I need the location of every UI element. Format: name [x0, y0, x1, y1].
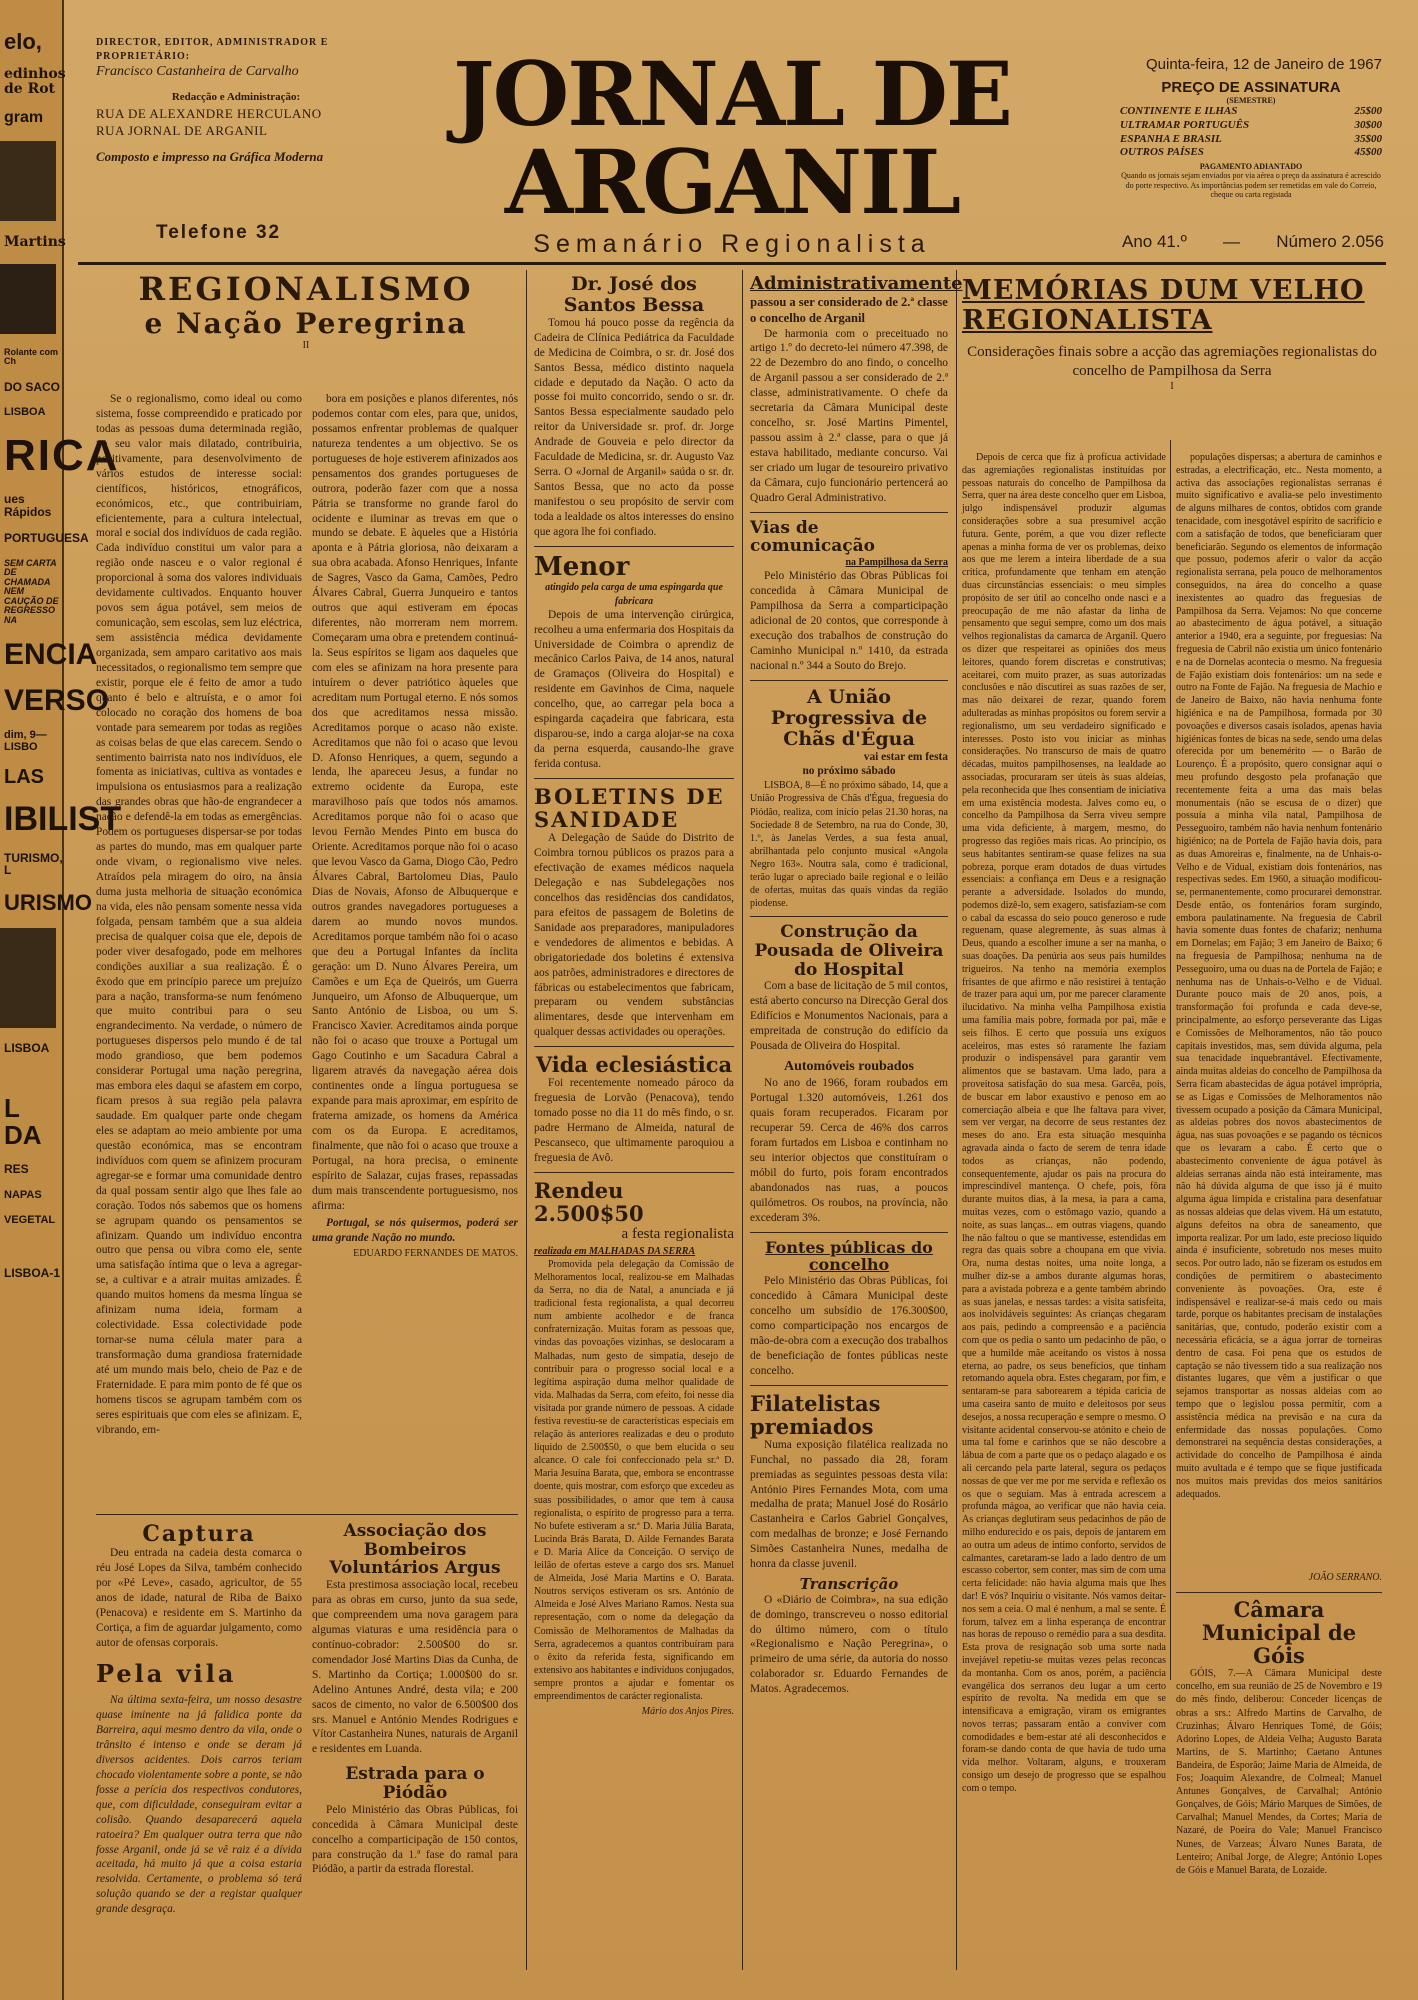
article-author: EDUARDO FERNANDES DE MATOS. — [353, 1248, 518, 1260]
section-rule — [750, 916, 948, 917]
piodao-title: Estrada para o Piódão — [345, 1764, 485, 1803]
pela-vila-title: Pela vila — [96, 1658, 237, 1688]
regionalismo-header — [96, 272, 516, 351]
rendeu-title: Rendeu 2.500$50 — [534, 1177, 644, 1227]
rendeu-subtitle: a festa regionalista — [621, 1226, 734, 1243]
section-rule — [534, 546, 734, 547]
strip-text: VEGETAL — [4, 1214, 56, 1227]
strip-text: elo, — [4, 29, 42, 54]
article-text: Deu entrada na cadeia desta comarca o réu José Lopes da Silva, também conhecido por «Pé Leve», casado, agricultor, de 55 anos de idade, natural de Riba de Baixo (Penacova) e residente em S. Martinho da Cortiça, a fim de aguardar julgamento, como autor de ofensas corporais. — [96, 1547, 302, 1649]
article-text: Na última sexta-feira, um nosso desastre quase iminente na já falidica ponte da Barreira, aqui mesmo dentro da vila, onde o trânsito é intenso e onde se deram já diversos acidentes. Dois carros teriam chocado violentamente sobre a ponte, se não fosse a perícia dos respectivos condutores, que, com dificuldade, conseguiram evitar a colisão. Quando desaparecerá aquela ratoeira? Em qualquer outra terra que não fosse Arganil, onde já se vê raiz é a dívida aceitada, há muito já que a coisa estaria resolvida. Certamente, o problema só terá solução quando se der a registar qualquer grande desgraça. — [96, 1694, 302, 1916]
menor-title: Menor — [534, 551, 630, 582]
captura-article — [96, 1522, 302, 1962]
article-text: A Delegação de Saúde do Distrito de Coimbra tornou públicos os prazos para a efectivação de exames médicos naquela Delegação e nas Subdelegações nos concelhos das residências dos candidatos, para efeitos de passagem de Boletins de Sanidade aos preparadores, manipuladores e vendedores de alimentos e bebidas. A obrigatoriedade dos boletins é extensiva aos patrões, administradores e directores de fábricas ou estabelecimentos que fabricam, preparam ou vendem substâncias alimentares, desde que intervenham em qualquer dessas actividades ou operações. — [534, 832, 734, 1039]
article-text: Pelo Ministério das Obras Públicas, foi concedida à Câmara Municipal deste concelho a comparticipação de 150 contos, para construção da 1.ª fase do ramal para Piódão, a partir da estrada florestal. — [312, 1803, 518, 1876]
masthead — [402, 42, 1062, 259]
strip-text: ENCIA — [4, 638, 98, 671]
strip-ad-image — [0, 141, 56, 221]
section-rule — [534, 778, 734, 779]
strip-bus-image — [0, 264, 56, 334]
memorias-title: MEMÓRIAS DUM VELHO REGIONALISTA — [962, 275, 1365, 336]
uniao-title: A União Progressiva de Chãs d'Égua — [770, 685, 928, 750]
header-rule — [78, 262, 1386, 265]
vias-subtitle: na Pampilhosa da Serra — [845, 557, 948, 569]
strip-text: Martins — [4, 234, 66, 251]
regionalismo-col1 — [96, 392, 302, 1512]
bessa-title: Dr. José dos Santos Bessa — [563, 273, 705, 316]
article-text: No ano de 1966, foram roubados em Portugal 1.320 automóveis, 1.261 dos quais foram recuperados. Ficaram por recuperar 59. Cerca de 46% dos carros foram furtados em Lisboa e continham no seu interior objectos que constituíram o móbil do furto, pois foram encontrados abandonados nas ruas, a poucos quilómetros. Os roubos, na província, não excederam 3%. — [750, 1077, 948, 1224]
price-value: 45$00 — [1354, 146, 1382, 159]
fontes-title: Fontes públicas do concelho — [765, 1237, 933, 1275]
semester-label: (SEMESTRE) — [1226, 96, 1276, 105]
redaction-label: Redacção e Administração: — [171, 90, 301, 103]
strip-text: TURISMO, L — [4, 850, 63, 878]
regionalismo-title: REGIONALISMO — [138, 270, 474, 308]
column-rule — [956, 270, 957, 1970]
dash: — — [1223, 232, 1241, 251]
article-text: LISBOA, 8—É no próximo sábado, 14, que a União Progressiva de Chãs d'Égua, freguesia do Piódão, realiza, com início pelas 21.30 horas, na Sociedade 8 de Setembro, na rua do Conde, 30, 1.º, às Janelas Verdes, a sua festa anual, abrilhantada pelo conjunto musical «Angola Negro 163». Noutra sala, como é tradicional, terão lugar o apreciado baile regional e o leilão de ofertas, muitas das quais vindas da região piodense. — [750, 780, 948, 910]
section-rule — [96, 1514, 518, 1515]
column-rule — [742, 270, 743, 1970]
strip-text: VERSO — [4, 683, 110, 717]
strip-text: DO SACO — [4, 379, 61, 394]
bombeiros-article — [312, 1522, 518, 1962]
strip-text: Rolante com Ch — [4, 346, 59, 367]
part-number: I — [1170, 380, 1174, 392]
article-text: Depois de cerca que fiz à profícua actividade das agremiações regionalistas instituídas por pessoas naturais do concelho de Pampilhosa da Serra, quer na área deste concelho quer em Lisboa, julgo indispensável produzir algumas considerações sobre a sua presumível acção futura. Gente, porém, a que vou dizer reflecte apenas a minha forma de ver os problemas, deixo aos que me lerem a inteira liberdade de a sua crítica, profundamente que tenham em atenção duas circunstâncias essenciais: o meu simples propósito de ser útil ao concelho onde nasci e a preocupação de me não afastar da linha de pensamento que segui sempre, como um dos mais velhos regionalistas da camarca de Arganil. Quero os dizer que respeitarei as opiniões dos meus leitores, quando forem discretas e construtivas; aceitarei, com muito prazer, as suas autorizadas conclusões e não discutirei as suas razões de ser, mas não deixarei de rezar, quando forem adulteradas as minhas propósitos ou forem servir a regionalismo, um seu verdadeiro significado e interesses. Posto isto vou iniciar as minhas considerações. No transcurso de mais de quatro décadas, muitos pampilhosenses, na lealdade ao associadas, procuraram ser úteis às suas aldeias, pela reconhecida que lhes consentiam de iniciativa em uma existência modesta. Jalves como eu, o concelho da Pampilhosa da Serra viveu sempre uma vida deficiente, à margem, mesmo, do progresso das regiões mais ricas. Ao princípio, os seus habitantes sentiram-se quase felizes na sua pobreza, porque eram dotados de duas virtudes essenciais: a confiança em Deus e a resignação perante a adversidade. Isolados do mundo, podemos dizê-lo, sem exagero, satisfaziam-se com o cabal da escassa do seio pouco generoso e rude reguenam, quase alegremente, às suas almas à Deus, quando a escolher imune a ser na manha, o suas doações. Da penúria aos seus pais humildes trigueiros. Na tenho na memória exemplos frisantes de que afirmo e não resistirei à tentação de trazer para aqui um, por me parecer claramente ilucidativo. Na minha velha Pampilhosa existia uma família mais pobre, formada por pai, mãe e seis filhos. E certo que possuía uns exíguos aceleiros, mas estes só raramente lhe faziam produzir o indispensável para garantir vem alimentos que se bastavam. Uma lado, para a proveitosa satisfação do sua mesa. Garcêa, pois, de buscar em labor exaustivo e penoso em ao comerciação albeia e que lhe faltava para viver, sem ver vergar, na decorre de seus restantes dez meses do ano. Era esta situação mesquinha agravada ainda o facto de serem de tenra idade todos as crianças, não podendo, consequentemente, ajudar os pais na procura do imprescindível mantença. O chefe, pois, fôra durante muitos dias, à la mesa, ia para a cama, muitas vezes, com o estômago vazio, quando a noite, as suas lanças... em outras viagens, quando lhe não faltou o que se mantivesse, estendidas em regra das quais sobre a choupana em que vivia. Ora, numa destas noites, uma noite longa, a mulher diz-se a ambos durante algumas horas, para a avistada pobreza e a gente também abrindo as suas janelas, e nessas tardes: a visita satisfeita, aos inolvidáveis seguintes: As crianças chegaram aos pais, pedindo a compreensão e a paciência com que os pedia o santo um pedacinho de pão, o que a humilde mãe aceitando os vistos à nossa eterna, ao padre, os seus benefícios, que tinham retomando aquela obra. Estes chegaram, por fim, e sentaram-se para saborearem a tépida caricia de uma caseira santo de muito e deleitosos por seus desejos, a nossa recuperação e sempre o mesmo. O visitante acidental conservou-se atónito e cheio de uma tal fome e carinhos que se não descobre a lábua de com a parte que os o pedaço alagado e os ali cercando pela parte lateral, segura os pedaços nossas de que ver me por me servida e reflexão os os que o seguiam. Mas à entrada acrescem a profunda mágoa, ao verificar que não havia ceia. As crianças deglutiram seus pedacinhos de pão de milho endurecido e os pais, depois de jantarem em ao outra um adeus de intimo conforto, servidos de calmantes, caretaram-se lado a lado dentro de um escasso cobertor, sem conter, mas sim de com uma certa felicidade: não havia alguma mais que lhes dar! E vós? Inquiriu o visitante. Nós vamos deitar-nos sem a ceia. O mal é nenhum, a mal se sente. É forum, talvez em a linha esperança de encontrar nas horas de repouso o remédio para a sua desdita. Esta prova de resignação sob uma sorte nada invejável repetiu-se muitas vezes pelas reconcas da montanha. Com os anos, porém, a paciência evangélica dos serranos deu lugar a um certo espírito de revolta. Na medida em que se intensificava a emigração, viram os emigrantes novos terras; passaram então a conviver com comodidades e bem-estar até ali desconhecidos e foram-se dando conta de que havia de tudo uma vida melhor. Voltaram, alguns, e trouxeram consigo um desejo de progresso que se espalhou com o tempo. — [962, 452, 1166, 1794]
article-text: Numa exposição filatélica realizada no Funchal, no passado dia 28, foram premiadas as seguintes pessoas desta vila: António Pires Fernandes Mota, com uma medalha de prata; Manuel José do Rosário Castanheira e Carlos Gabriel Gonçalves, com medalhas de bronze; e José Fernando Simões Castanheira Nunes, medalha de honra da classe juvenil. — [750, 1438, 948, 1571]
address-line: RUA DE ALEXANDRE HERCULANO — [96, 105, 322, 121]
price-place: ESPANHA E BRASIL — [1120, 132, 1222, 145]
strip-car-image — [0, 928, 56, 1028]
filat-title: Filatelistas premiados — [750, 1390, 881, 1439]
article-text: Promovida pela delegação da Comissão de Melhoramentos local, realizou-se em Malhadas da Serra, no dia de Natal, a anunciada e já tradicional festa regionalista, a qual decorreu num ambiente acolhedor e de franca confraternização. Muitas foram as pessoas que, vindas das povoações vizinhas, se deslocaram a Malhadas, num gesto de simpatia, desejo de contribuir para o progresso social local e a legítima aspiração duma melhor qualidade de vida. Malhadas da Serra, com efeito, foi nesse dia visitada por grande número de pessoas. A cidade festiva revestiu-se de características especiais em relação às anteriores realizadas e deu o produto líquido de 2.500$50, o que bem elucida o seu alcance. O cale foi confeccionado pela sr.ª D. Maria Jesuína Barata, que, embora se encontrasse doente, quis mostrar, com esforço que excedeu as suas possibilidades, o amor que tem à causa regionalista, o espírito de progresso para a terra. No bufete estiveram a sr.ª D. Maria Júlia Barata, Lucinda Brás Barata, D. Ailde Fernandes Barata e D. Maria Alice da Conceição. O serviço de leilão de ofertas esteve a cargo dos srs. Manuel de Almeida, José Maria Martins e O. Barata. Noutros serviços estiveram os srs. António de Almeida e José Alves Mariano Ramos. Nesta sua representação, com o nome da delegação da Comissão de Melhoramentos de Malhadas da Serra, agradecemos a quantos contribuíram para o êxito da referida festa, significando em extensivo aos habitantes e indivíduos conjugados, sempre prontos a ajudar e fomentar os empreendimentos de carácter regionalista. — [534, 1258, 734, 1702]
newspaper-subtitle: Semanário Regionalista — [533, 230, 931, 258]
article-author: Mário dos Anjos Pires. — [641, 1706, 734, 1718]
strip-text: SEM CARTA DE CHAMADA NEM CAUÇÃO DE REGRESSO NA — [4, 557, 59, 625]
issue-date: Quinta-feira, 12 de Janeiro de 1967 — [1146, 56, 1382, 73]
strip-text: ues Rápidos — [4, 492, 52, 519]
section-rule — [750, 680, 948, 681]
phone-number: Telefone 32 — [156, 222, 282, 243]
strip-text: L DA — [4, 1092, 42, 1150]
strip-text: RES — [4, 1162, 29, 1177]
masthead-right-info — [1120, 56, 1382, 200]
price-value: 30$00 — [1354, 118, 1382, 131]
article-text: bora em posições e planos diferentes, nós podemos contar com eles, para que, unidos, possamos enfrentar problemas de qualquer natureza tendentes a um objectivo. Se os portugueses de hoje estiverem afinizados aos pensamentos dos grandes portugueses de outrora, poderão fazer com que a nossa Pátria se transforme no grande farol do ocidente e iluminar as trevas em que o mundo se debate. E àqueles que a História aponta e à Pátria gloriosa, não deixaram a sua obra acabada. Afonso Henriques, Infante de Sagres, Vasco da Gama, Camões, Pedro Álvares Cabral, Guerra Junqueiro e tantos outros que aqui estiveram em épocas diferentes, não morreram nem morrem. Começaram uma obra e pretendem continuá-la. Seus espíritos se ligam aos daqueles que com eles se afinizam na hora presente para intuírem o dever patriótico àqueles que acreditam num Portugal eterno. E nós somos dos que acreditamos nessa missão. Acreditamos porque o acaso não existe. Acreditamos que não foi o acaso que levou D. Afonso Henriques, a quem, segundo a lenda, lhe apareceu Jesus, a fundar no extremo ocidente da Europa, este maravilhoso país que todos nós amamos. Acreditamos porque não foi o acaso que levou Fernão Mendes Pinto em busca do Oriente. Acreditamos porque não foi o acaso que levou Vasco da Gama, Diogo Cão, Pedro Álvares Cabral, Bartolomeu Dias, Paulo Dias de Novais, Afonso de Albuquerque e outros grandes navegadores portugueses a darem ao mundo novos mundos. Acreditamos porque também não foi o acaso que deu a Portugal Infantes da ínclita geração: um D. Nuno Álvares Pereira, um Camões e um Eça de Queirós, um Guerra Junqueiro, um Afonso de Albuquerque, um Santo António de Lisboa, ou um S. Francisco Xavier. Acreditamos ainda porque não foi o acaso que trouxe a Portugal um Gago Coutinho e um Sacadura Cabral a ligarem através da navegação aérea dois continentes onde a língua portuguesa se expande para mais aproximar, em espírito de fraterna amizade, os homens da América com os da Europa. E acreditamos, finalmente, que não foi o acaso que trouxe a Portugal, na hora precisa, o eminente espírito de Salazar, cujas frases, repassadas dum mais transcendente portuguesismo, nos afirma: — [312, 393, 518, 1212]
strip-text: URISMO — [4, 889, 92, 915]
address-line: RUA JORNAL DE ARGANIL — [96, 123, 268, 139]
masthead-left-info — [96, 36, 376, 165]
article-text: Pelo Ministério das Obras Públicas, foi concedido à Câmara Municipal deste concelho um subsídio de 176.300$00, como comparticipação nos encargos de mão-de-obra com a execução dos trabalhos de beneficiação de fontes públicas neste concelho. — [750, 1274, 948, 1377]
article-text: Esta prestimosa associação local, recebeu para as obras em curso, junto da sua sede, que compreendem uma nova garagem para algumas viaturas e uma residência para o contínuo-cobrador: 2.500$00 do sr. comendador José Martins Dias da Cunha, de S. Martinho da Cortiça; 1.000$00 do sr. Adelino Antunes André, desta vila; e 200 sacos de cimento, no valor de 6.500$00 dos srs. Manuel e António Mendes Rodrigues e Vítor Castanheira Nunes, naturais de Arganil e residentes em Luanda. — [312, 1579, 518, 1756]
pousada-title: Construção da Pousada de Oliveira do Hospital — [754, 922, 944, 980]
price-row — [1120, 146, 1382, 160]
strip-text: dim, 9—LISBO — [4, 729, 47, 753]
printer-line: Composto e impresso na Gráfica Moderna — [96, 148, 324, 164]
section-rule — [750, 1385, 948, 1386]
article-text: O «Diário de Coimbra», na sua edição de domingo, transcreveu o nosso editorial do último número, com o título «Regionalismo e Nação Peregrina», o primeiro de uma série, da autoria do nosso colaborador sr. Eduardo Fernandes de Matos. Agradecemos. — [750, 1593, 948, 1696]
rendeu-subtitle: realizada em MALHADAS DA SERRA — [534, 1245, 696, 1257]
vias-title: Vias de comunicação — [750, 517, 875, 557]
boletins-title: BOLETINS DE SANIDADE — [534, 783, 725, 833]
camara-title: Câmara Municipal de Góis — [1201, 1597, 1357, 1669]
article-text: Tomou há pouco posse da regência da Cadeira de Clínica Pediátrica da Faculdade de Medicina de Coimbra, o sr. dr. José dos Santos Bessa, médico distinto naquela cidade e deputado da Nação. O acto da posse foi muito concorrido, sendo o sr. dr. Santos Bessa especialmente saudado pelo reitor da Universidade sr. prof. dr. Jorge Andrade de Gouveia e pelo director da Faculdade de Medicina, sr. dr. Augusto Vaz Serra. O «Jornal de Arganil» saúda o sr. dr. Santos Bessa, que no acto da posse manifestou o seu propósito de servir com toda a lealdade os altos interesses do ensino que agora lhe foi confiado. — [534, 316, 734, 538]
camara-article — [1176, 1598, 1382, 1962]
owner-name: Francisco Castanheira de Carvalho — [96, 64, 299, 79]
vida-title: Vida eclesiástica — [535, 1052, 733, 1078]
regionalismo-subtitle: e Nação Peregrina — [144, 307, 468, 341]
subscription-title: PREÇO DE ASSINATURA — [1161, 79, 1341, 96]
regionalismo-col2 — [312, 392, 518, 1500]
transc-title: Transcrição — [799, 1575, 899, 1594]
price-row — [1120, 119, 1382, 133]
section-rule — [534, 1172, 734, 1173]
section-rule — [534, 1046, 734, 1047]
strip-text: IBILIST — [4, 800, 122, 839]
newspaper-title: JORNAL DE ARGANIL — [452, 42, 1012, 234]
article-text: De harmonia com o preceituado no artigo 1.º do decreto-lei número 47.398, de 22 de Dezembro do ano findo, o concelho de Arganil passou a ser considerado de 2.ª classe, administrativamente. O chefe da secretaria da Câmara Municipal deste concelho, sr. José Martins Pimentel, passou assim à 2.ª classe, para o que já estava habilitado, mediante concurso. Vai ser criado um lugar de tesoureiro privativo da Câmara, cujo funcionário pertencerá ao Quadro Geral Administrativo. — [750, 327, 948, 504]
price-place: CONTINENTE E ILHAS — [1120, 105, 1238, 117]
strip-text: PORTUGUESA — [4, 531, 89, 546]
captura-title: Captura — [142, 1521, 256, 1547]
strip-text: LAS — [4, 766, 44, 789]
memorias-author: JOÃO SERRANO. — [1308, 1572, 1382, 1583]
salazar-quote: Portugal, se nós quisermos, poderá ser uma grande Nação no mundo. — [312, 1216, 518, 1244]
memorias-header — [962, 276, 1382, 392]
strip-text: LISBOA — [4, 1041, 50, 1056]
admin-title: Administrativamente — [750, 273, 963, 294]
price-value: 35$00 — [1354, 132, 1382, 145]
column-4 — [750, 273, 963, 1964]
price-place: OUTROS PAÍSES — [1120, 146, 1204, 159]
column-rule — [526, 270, 527, 1970]
article-text: Se o regionalismo, como ideal ou como sistema, fosse compreendido e praticado por todas as pessoas duma determinada região, no seu valor mais dilatado, contribuiria, positivamente, para desenvolvimento de vários estudos de interesse social: científicos, históricos, etnográficos, económicos, etc., que contribuiriam, eficientemente, para a cultura intelectual, moral e social dos indivíduos de cada região. Cada indivíduo constitui um valor para a região onde nasceu e o valor regional é proporcional à soma dos valores individuais devidamente cultivados. Enquanto houver povos sem água potável, sem meios de comunicação, sem escolas, sem luz eléctrica, sem assistência médica devidamente organizada, sem amparo caritativo aos mais necessitados, o regionalismo tem sempre que existir, porque ele é feito de amor a tudo quanto é belo e altruísta, e o amor foi colocado no coração dos homens de boa vontade para semearem por todas as regiões as coisas belas de que elas carecem. Sendo o sentimento bairrista nato nos indivíduos, ele fomenta as iniciativas, cultiva as vontades e impulsiona os entusiasmos para a realização das grandes obras que hão-de engrandecer a nação e defendê-la em todas as emergências. Podem os portugueses dispersar-se por todas as partes do mundo, mas em qualquer parte onde vivam, o regionalismo vive neles. Atraídos pela miragem do oiro, na ânsia duma justa melhoria de situação económica na vida, eles não pensam somente nessa vida folgada, pensam também que a sua aldeia precisa de qualquer coisa que ele, depois de poder viver desafogado, pode em melhores condições auxiliar a sua realização. É o êxodo que em princípio parece um prejuízo para a nação, transforma-se num fenómeno que muito contribui para o seu engrandecimento. Na verdade, o número de portugueses dispersos pelo mundo é de tal modo grandioso, que bem podemos considerar Portugal uma nação peregrina, mas embora eles daqui se afastem em corpo, ficam presos à sua região pela palavra saudade. Em qualquer parte onde chegam eles se adaptam ao meio ambiente por uma questão económica, mas se encontram indivíduos com quem se afinizem procuram agregar-se e formar uma comunidade dentro da qual possam sentir algo que lhes fale ao coração. Todos nós sabemos que os homens se agrupam quando os pensamentos se afinizam. Quando um indivíduo encontra outro que pensa ou vibra como ele, sente uma satisfação íntima que o leva a agregar-se, a cultivar e a atrair muitas amizades. É quando muitos homens da mesma língua se afinizam numa ideia, formam a colectividade. Essa colectividade pode tornar-se numa célula mater para a transformação duma grandiosa fraternidade até um mundo mais belo, cheio de Paz e de Fraternidade. E para mim ponto de fé que os homens tiscos se agrupam também com os seres espirituais que com eles se afinizam. E, vibrando, em- — [96, 393, 302, 1436]
price-value: 25$00 — [1354, 105, 1382, 117]
memorias-col2 — [1176, 452, 1382, 1568]
uniao-subtitle: vai estar em festa — [863, 750, 948, 763]
article-text: Pelo Ministério das Obras Públicas foi concedida à Câmara Municipal de Pampilhosa da Serra a comparticipação adicional de 20 contos, que corresponde à execução dos trabalhos de construção do Caminho Municipal n.º 1410, da estrada nacional n.º 344 a Souto do Brejo. — [750, 570, 948, 672]
admin-subtitle: passou a ser considerado de 2.ª classe — [750, 294, 948, 309]
article-text: Depois de uma intervenção cirúrgica, recolheu a uma enfermaria dos Hospitais da Universidade de Coimbra o aprendiz de mecânico Carlos Paiva, de 14 anos, natural de Gramaços (Oliveira do Hospital) e residente em Gavinhos de Cima, naquele concelho, que, ao carregar pela boca a espingarda caçadeira que fabricara, esta disparou-se, indo a carga alojar-se na coxa da perna esquerda, causando-lhe grave ferida contusa. — [534, 608, 734, 770]
article-text: GÓIS, 7.—A Câmara Municipal deste concelho, em sua reunião de 25 de Novembro e 19 do mês findo, deliberou: Conceder licenças de obras a srs.: Alfredo Martins de Carvalho, de Cruzinhas; Álvaro Henriques Tomé, de Góis; Adorino Lopes, de Aldeia Velha; Augusto Barata Martins, de S. Martinho; Caetano Antunes Bandeira, de Esporão; Jaime Maria de Almeida, de Fos; Joaquim Alexandre, de Colmeal; Manuel Antunes Gonçalves, de Carvalhal; António Gonçalves, de Góis; Mário Marques de Simões, de Carvalhal; Manuel Mendes, da Cortes; Maria de Nazaré, de Poeira do Vale; Manuel Francisco Nunes, de Varzeas; Álvaro Nunes Barata, de Lenteiro; Aníbal Jorge, de Alegre; António Lopes de Góis e Manuel Barata, de Lozaide. — [1176, 1668, 1382, 1876]
issue-number: Número 2.056 — [1276, 232, 1384, 251]
part-number: II — [302, 339, 310, 351]
bombeiros-title: Associação dos Bombeiros Voluntários Argus — [329, 1521, 501, 1579]
article-text: populações dispersas; a abertura de caminhos e estradas, a electrificação, etc.. Nesta momento, a activa das associações regionalistas serranas é muito significativo e avalia-se pelo investimento de alguns milhares de contos, obtidos com grande tenacidade, com inesgotável espírito de sacrifício e com a satisfação de todos, que beneficiaram quer beneficiarão. Segundo os elementos de informação que possuo, podemos aferir o valor da acção regionalista serrana, pela pouco de melhoramentos conseguidos, na área do concelho a quase inexistentes ao quadro das freguesias de Pampilhosa da Serra. Vejamos: No que concerne ao abastecimento de água potável, a situação anterior a 1940, era a seguinte, por freguesias: Na freguesia de Cabril não existia um único fontenário e na de Dornelas acontecia o mesmo. Na freguesia de Fajão existiam dois fontenários: um na sede e outro na Fonte de Fajão. Na freguesia de Machio e de Janeiro de Baixo, não havia nenhuma fonte higiénica e na de Pampilhosa, formada por 30 povoações e diversos casais isolados, apenas havia higiénicas fontes de bicas na sede, sendo uma delas oferecida por um benemérito — o Barão de Lourenço. É a propósito, quero consignar aqui o meu profundo desgosto pela profanação que recentemente feita a uma das mais belas monumentais (não se escusa de o dizer) que possuía a minha vila natal, Pampilhosa de Pesseguoiro, também não havia nenhum fontenário higiénico; na de Portela de Fajão havia dois, para as duas Amoreiras e, finalmente, na de Unhais-o-Velho e de Vidual, existiam dois fontenários, nas respectivas sedes. Em 1960, a situação modificou-se, permanentemente, como procurarei demonstrar. Desde então, os fontenários foram surgindo, embora paulatinamente. Na freguesia de Cabril havia somente duas fontes de chafariz; nenhuma em Dornelas; em Fajão; 3 em Janeiro de Baixo; 6 na freguesia de Pampilhosa; nenhuma na de Pesseguoiro, uma ou duas na de Portela de Fajão; e nenhuma nas de Unhais-o-Velho e de Vidual. Durante pouco mais de 20 anos, pois, a transformação foi profunda e cada deve-se, principalmente, ao esforço perseverante das Ligas e Comissões de Melhoramentos, não tão pouco capitais investidos, mas, sem dúvida alguma, pela sua tenacidade inquebrantável. Efectivamente, ainda muitas aldeias do concelho de Pampilhosa da Serra ficam abastecidas de água potável imprópria, se as Ligas e Comissões de Melhoramentos não tivessem ocupado a posição da Câmara Municipal, as aldeias pobres dos novos abastecimentos de água, nas suas povoações e se pagando os técnicos que os levaram a cabo. É certo que o abastecimento conveniente de água potável às aldeias serranas ainda não está inteiramente, mas não há dúvida alguma de que isso já é muito alguma água límpida e cristalina para desenfatuar as nossas aldeias que delas vivem. Há um estatuto, alguns defeitos na obra de saneamento, que importa realizar. Por um lado, este precioso líquido ainda é insuficiente, sobretudo nos meses muito secos. Por outro lado, não se fizeram os estudos em condições de permitirem o abastecimento conveniente às povoações. Ora, este é indispensável e realizar-se-á mais cedo ou mais tarde, porque os habitantes precisam de instalações sanitárias, que, contudo, poderão existir com a necessária eficácia, se a água jorrar de torneiras dentro de casa. Foi pena que os estudos de captação se não tivessem tido a sua realização nos distantes lugares, que vêm a justificar o que sejamos transportar as nossas aldeias com ao tempo que o legislou possa permitir, com a assistência médica na previsão e na cura da enfermidade das nossas populações. Como demonstrarei na sequência destas considerações, a actividade do concelho de Pampilhosa é ainda muito avultada e é tempo que se fique justificada nos muitos mais previdas dos meios sanitários adequados. — [1176, 452, 1382, 1500]
director-label: DIRECTOR, EDITOR, ADMINISTRADOR E PROPRIETÁRIO: — [96, 37, 329, 62]
price-row — [1120, 133, 1382, 147]
column-3 — [534, 274, 734, 1964]
strip-text: LISBOA — [4, 406, 46, 419]
previous-page-strip — [0, 0, 122, 2000]
payment-note: PAGAMENTO ADIANTADO — [1199, 162, 1303, 171]
uniao-subtitle: no próximo sábado — [802, 765, 896, 778]
strip-text: LISBOA-1 — [4, 1265, 61, 1280]
admin-subtitle: o concelho de Arganil — [750, 311, 865, 326]
section-rule — [750, 1232, 948, 1233]
menor-subtitle: atingido pela carga de uma espingarda que fabricara — [545, 582, 723, 607]
auto-title: Automóveis roubados — [783, 1059, 915, 1075]
memorias-subtitle: Considerações finais sobre a acção das agremiações regionalistas do concelho de Pampilhosa da Serra — [967, 344, 1377, 380]
column-rule — [1170, 440, 1171, 1680]
subscription-note: Quando os jornais sejam enviados por via aérea o preço da assinatura é acrescido do porte respectivo. As importâncias podem ser remetidas em vale do Correio, cheque ou carta registada — [1121, 171, 1381, 200]
article-text: Com a base de licitação de 5 mil contos, está aberto concurso na Direcção Geral dos Edifícios e Monumentos Nacionais, para a empreitada de construção do edifício da Pousada de Oliveira do Hospital. — [750, 980, 948, 1053]
strip-text: edinhos de Rot — [4, 66, 66, 97]
price-place: ULTRAMAR PORTUGUÊS — [1120, 118, 1250, 131]
year-label: Ano 41.º — [1122, 232, 1187, 251]
memorias-col1 — [962, 452, 1166, 1962]
article-text: Foi recentemente nomeado pároco da freguesia de Lorvão (Penacova), tendo tomado posse no dia 11 do mês findo, o sr. padre Hermano de Almeida, natural de Pescanseco, que ultimamente paroquiou a freguesia de Avô. — [534, 1077, 734, 1165]
issue-line — [1122, 232, 1384, 252]
section-rule — [1176, 1592, 1382, 1593]
strip-text: NAPAS — [4, 1188, 42, 1201]
strip-text: RICA — [4, 430, 120, 480]
price-row — [1120, 105, 1382, 119]
strip-text: gram — [4, 109, 44, 127]
section-rule — [750, 512, 948, 513]
